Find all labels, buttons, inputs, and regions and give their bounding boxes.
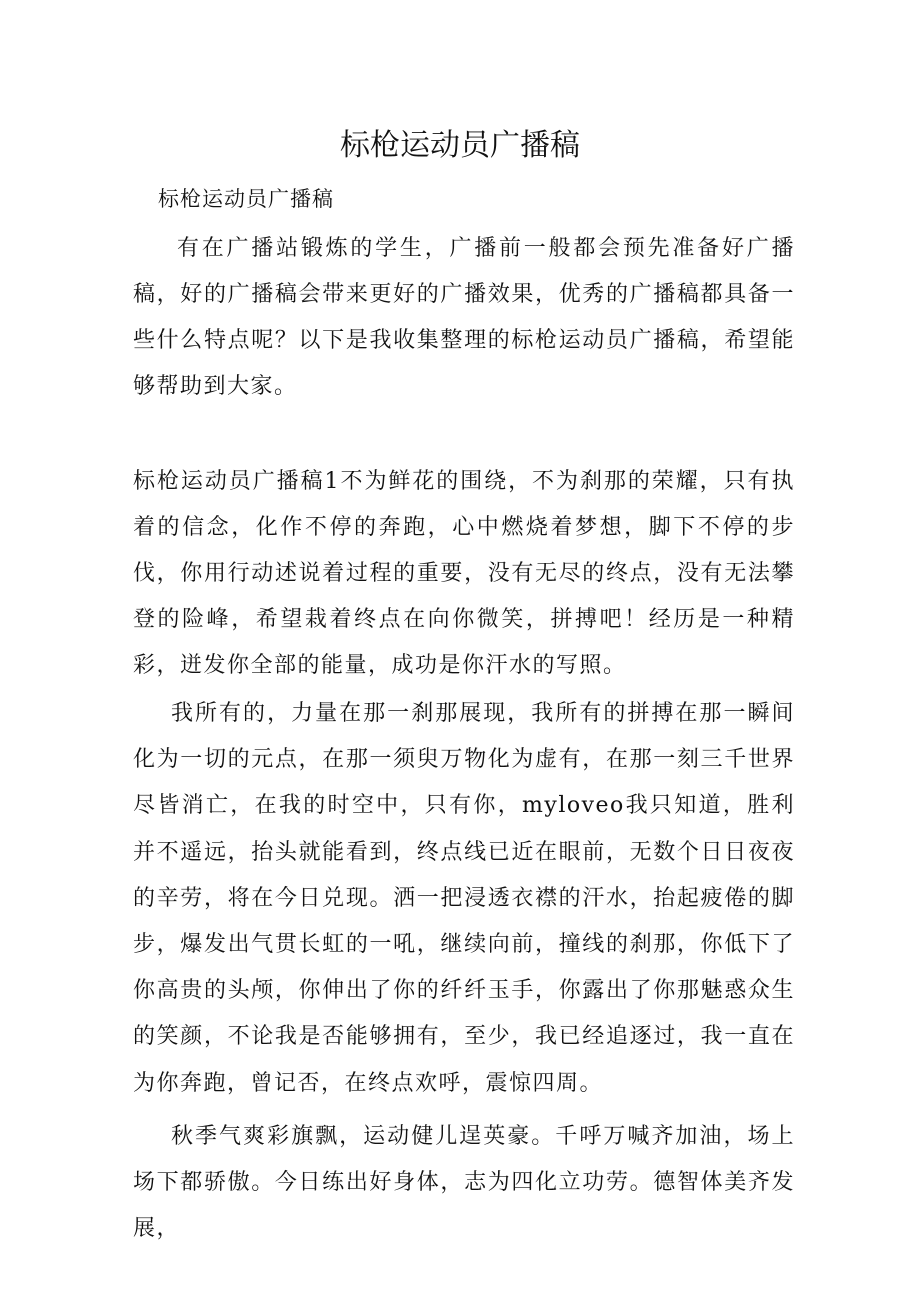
paragraph-intro: 有在广播站锻炼的学生，广播前一般都会预先准备好广播稿，好的广播稿会带来更好的广播效果，优秀的广播稿都具备一些什么特点呢？以下是我收集整理的标枪运动员广播稿，希望能够帮助到大家。	[133, 236, 795, 399]
paragraph-broadcast-1: 标枪运动员广播稿1不为鲜花的围绕，不为刹那的荣耀，只有执着的信念，化作不停的奔跑，心中燃烧着梦想，脚下不停的步伐，你用行动述说着过程的重要，没有无尽的终点，没有无法攀登的险峰，希望栽着终点在向你微笑，拼搏吧！经历是一种精彩，迸发你全部的能量，成功是你汗水的写照。	[133, 469, 795, 678]
document-subtitle: 标枪运动员广播稿	[158, 187, 334, 211]
document-title: 标枪运动员广播稿	[340, 128, 580, 163]
paragraph-broadcast-2: 我所有的，力量在那一刹那展现，我所有的拼搏在那一瞬间化为一切的元点，在那一须臾万物化为虚有，在那一刻三千世界尽皆消亡，在我的时空中，只有你，myloveo我只知道，胜利并不遥远，抬头就能看到，终点线已近在眼前，无数个日日夜夜的辛劳，将在今日兑现。洒一把浸透衣襟的汗水，抬起疲倦的脚步，爆发出气贯长虹的一吼，继续向前，撞线的刹那，你低下了你高贵的头颅，你伸出了你的纤纤玉手，你露出了你那魅惑众生的笑颜，不论我是否能够拥有，至少，我已经追逐过，我一直在为你奔跑，曾记否，在终点欢呼，震惊四周。	[133, 701, 795, 1096]
paragraph-broadcast-3: 秋季气爽彩旗飘，运动健儿逞英豪。千呼万喊齐加油，场上场下都骄傲。今日练出好身体，志为四化立功劳。德智体美齐发展，	[133, 1124, 795, 1241]
